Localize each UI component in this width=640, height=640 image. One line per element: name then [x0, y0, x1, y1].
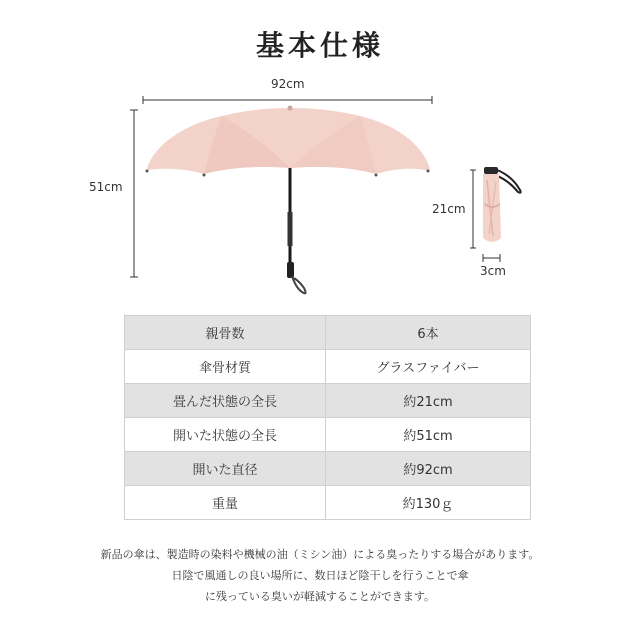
- spec-value: 約130ｇ: [326, 486, 531, 520]
- open-umbrella: [146, 106, 431, 294]
- folded-width-dimension-line: [483, 254, 500, 262]
- folded-length-label: 21cm: [432, 202, 466, 216]
- spec-value: 6本: [326, 316, 531, 350]
- spec-row: [125, 452, 531, 486]
- folded-umbrella: [483, 167, 521, 242]
- umbrella-handle: [287, 262, 294, 278]
- folded-length-dimension-line: [470, 170, 476, 248]
- spec-row: [125, 486, 531, 520]
- spec-label: 開いた直径: [125, 452, 326, 486]
- folded-strap: [497, 170, 521, 193]
- spec-label: 開いた状態の全長: [125, 418, 326, 452]
- page-title: 基本仕様: [255, 29, 384, 62]
- umbrella-strap: [292, 276, 306, 293]
- note-line: に残っている臭いが軽減することができます。: [204, 590, 436, 603]
- spec-row: [125, 384, 531, 418]
- open-height-label: 51cm: [89, 180, 123, 194]
- open-width-label: 92cm: [271, 77, 305, 91]
- folded-width-label: 3cm: [480, 264, 506, 278]
- spec-row: [125, 316, 531, 350]
- spec-value: 約92cm: [326, 452, 531, 486]
- width-dimension-line: [143, 96, 432, 104]
- note-line: 日陰で風通しの良い場所に、数日ほど陰干しを行うことで傘: [171, 569, 469, 582]
- notes: [0, 544, 640, 607]
- umbrella-tip: [288, 106, 293, 111]
- spec-row: [125, 418, 531, 452]
- spec-value: 約51cm: [326, 418, 531, 452]
- spec-label: 親骨数: [125, 316, 326, 350]
- note-line: 新品の傘は、製造時の染料や機械の油（ミシン油）による臭ったりする場合があります。: [100, 548, 540, 561]
- spec-table: [124, 315, 531, 520]
- umbrella-canopy: [147, 108, 430, 174]
- spec-label: 重量: [125, 486, 326, 520]
- spec-value: 約21cm: [326, 384, 531, 418]
- spec-label: 傘骨材質: [125, 350, 326, 384]
- spec-label: 畳んだ状態の全長: [125, 384, 326, 418]
- height-dimension-line: [130, 110, 138, 277]
- spec-row: [125, 350, 531, 384]
- spec-value: グラスファイバー: [326, 350, 531, 384]
